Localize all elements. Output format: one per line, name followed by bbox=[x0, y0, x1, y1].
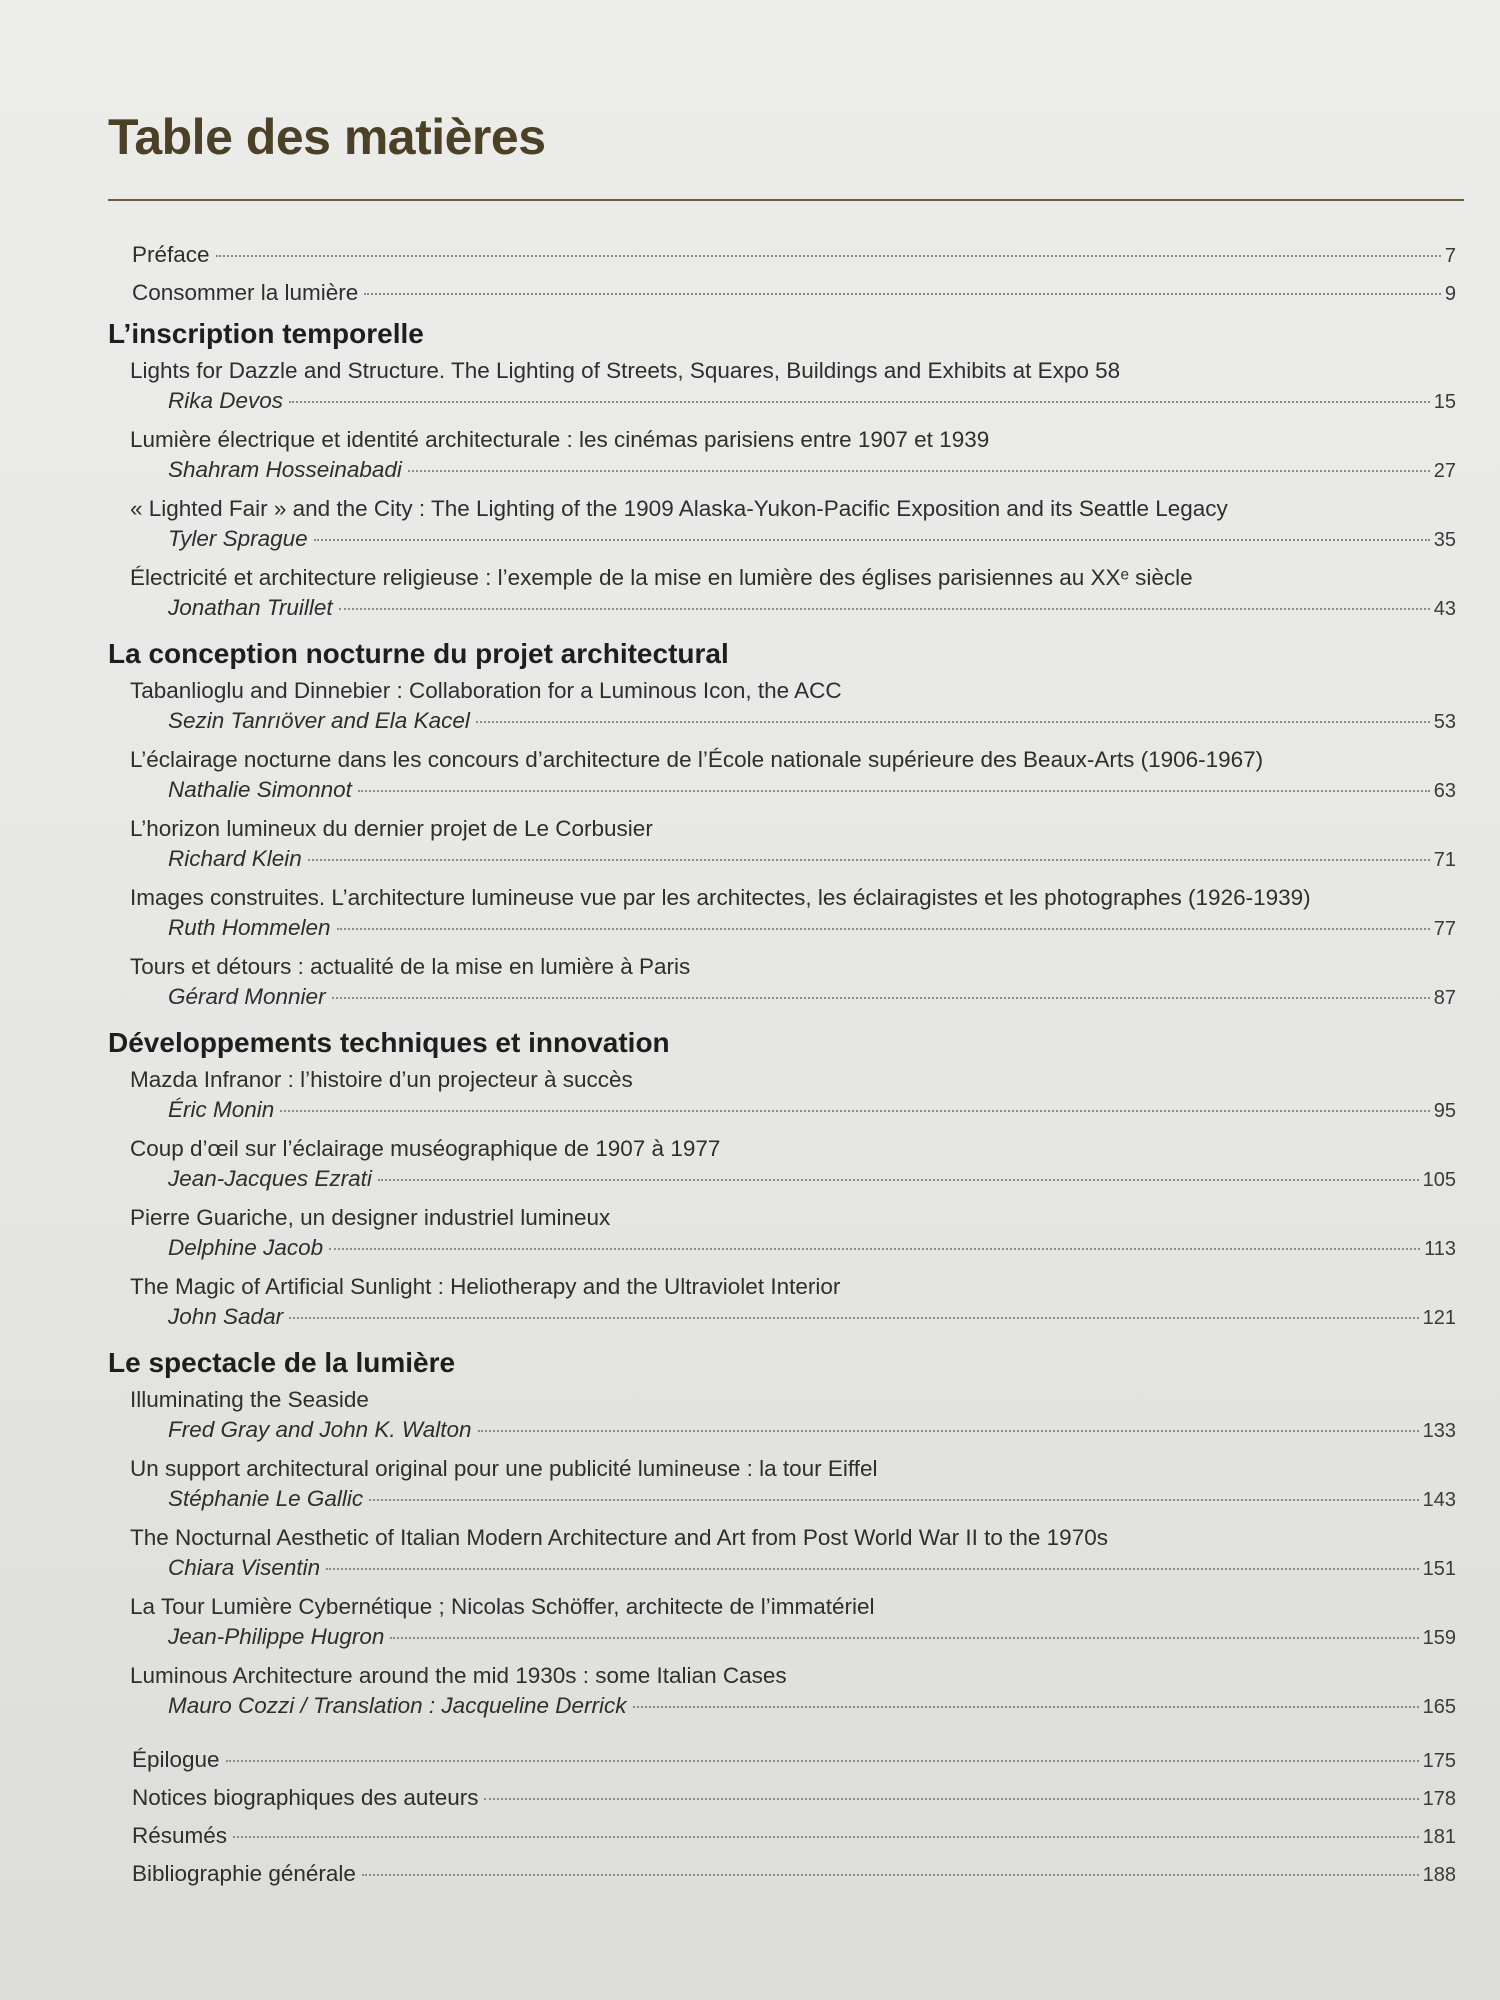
dot-leader bbox=[329, 1248, 1420, 1250]
toc-article bbox=[130, 676, 1456, 736]
article-title: L’éclairage nocturne dans les concours d’architecture de l’École nationale supérieure des Beaux-Arts (1906-1967) bbox=[130, 747, 1264, 772]
dot-leader bbox=[484, 1798, 1418, 1800]
toc-entry-line bbox=[168, 775, 1456, 805]
article-title: Lights for Dazzle and Structure. The Lighting of Streets, Squares, Buildings and Exhibits at Expo 58 bbox=[130, 358, 1121, 383]
table-of-contents bbox=[108, 236, 1456, 1893]
dot-leader bbox=[308, 859, 1430, 861]
article-title: Coup d’œil sur l’éclairage muséographique de 1907 à 1977 bbox=[130, 1136, 721, 1161]
entry-label: Richard Klein bbox=[168, 846, 302, 871]
article-title: L’horizon lumineux du dernier projet de Le Corbusier bbox=[130, 816, 653, 841]
dot-leader bbox=[633, 1706, 1419, 1708]
entry-label: Delphine Jacob bbox=[168, 1235, 324, 1260]
dot-leader bbox=[478, 1430, 1419, 1432]
toc-entry-line bbox=[132, 1855, 1456, 1893]
dot-leader bbox=[326, 1568, 1418, 1570]
entry-label: Bibliographie générale bbox=[132, 1861, 356, 1886]
dot-leader bbox=[332, 997, 1430, 999]
toc-article bbox=[130, 1523, 1456, 1583]
toc-entry-line bbox=[132, 1817, 1456, 1855]
dot-leader bbox=[289, 1317, 1419, 1319]
page-number: 178 bbox=[1422, 1788, 1456, 1810]
toc-entry-line bbox=[168, 1484, 1456, 1514]
toc-entry-line bbox=[168, 1622, 1456, 1652]
page-number: 87 bbox=[1433, 987, 1456, 1009]
page-number: 71 bbox=[1433, 849, 1456, 871]
article-title: Un support architectural original pour une publicité lumineuse : la tour Eiffel bbox=[130, 1456, 878, 1481]
dot-leader bbox=[408, 470, 1430, 472]
toc-article bbox=[130, 1454, 1456, 1514]
dot-leader bbox=[364, 293, 1441, 295]
entry-label: Chiara Visentin bbox=[168, 1555, 321, 1580]
entry-label: Jean-Jacques Ezrati bbox=[168, 1166, 372, 1191]
toc-article bbox=[130, 745, 1456, 805]
page-title: Table des matières bbox=[108, 109, 546, 165]
toc-article bbox=[130, 1134, 1456, 1194]
entry-label: Épilogue bbox=[132, 1747, 220, 1772]
section-heading: La conception nocturne du projet architectural bbox=[108, 638, 729, 669]
toc-article bbox=[130, 1661, 1456, 1721]
dot-leader bbox=[226, 1760, 1419, 1762]
page-number: 43 bbox=[1433, 598, 1456, 620]
article-title: La Tour Lumière Cybernétique ; Nicolas Schöffer, architecte de l’immatériel bbox=[130, 1594, 875, 1619]
toc-entry-line bbox=[168, 1233, 1456, 1263]
entry-label: Ruth Hommelen bbox=[168, 915, 331, 940]
toc-entry-line bbox=[168, 593, 1456, 623]
entry-label: Nathalie Simonnot bbox=[168, 777, 352, 802]
toc-article bbox=[130, 425, 1456, 485]
article-title: Tabanlioglu and Dinnebier : Collaboration for a Luminous Icon, the ACC bbox=[130, 678, 842, 703]
page-number: 159 bbox=[1422, 1627, 1456, 1649]
dot-leader bbox=[314, 539, 1430, 541]
entry-label: Tyler Sprague bbox=[168, 526, 308, 551]
entry-label: Résumés bbox=[132, 1823, 228, 1848]
entry-label: Notices biographiques des auteurs bbox=[132, 1785, 479, 1810]
page-number: 133 bbox=[1422, 1420, 1456, 1442]
entry-label: Jonathan Truillet bbox=[168, 595, 333, 620]
dot-leader bbox=[337, 928, 1430, 930]
toc-article bbox=[130, 356, 1456, 416]
toc-entry-line bbox=[168, 913, 1456, 943]
toc-entry-line bbox=[168, 524, 1456, 554]
dot-leader bbox=[339, 608, 1430, 610]
toc-article bbox=[130, 1065, 1456, 1125]
page-number: 188 bbox=[1422, 1864, 1456, 1886]
toc-entry-line bbox=[132, 1779, 1456, 1817]
toc-entry-line bbox=[168, 386, 1456, 416]
page-number: 105 bbox=[1422, 1169, 1456, 1191]
article-title: Luminous Architecture around the mid 1930s : some Italian Cases bbox=[130, 1663, 787, 1688]
article-title: « Lighted Fair » and the City : The Lighting of the 1909 Alaska-Yukon-Pacific Exposition and its Seattle Legacy bbox=[130, 496, 1228, 521]
article-title: Mazda Infranor : l’histoire d’un projecteur à succès bbox=[130, 1067, 633, 1092]
page-number: 15 bbox=[1433, 391, 1456, 413]
entry-label: Mauro Cozzi / Translation : Jacqueline Derrick bbox=[168, 1693, 627, 1718]
entry-label: Consommer la lumière bbox=[132, 280, 359, 305]
toc-article bbox=[130, 1272, 1456, 1332]
article-title: Illuminating the Seaside bbox=[130, 1387, 369, 1412]
section-heading: Développements techniques et innovation bbox=[108, 1027, 670, 1058]
page-number: 165 bbox=[1422, 1696, 1456, 1718]
dot-leader bbox=[233, 1836, 1419, 1838]
toc-entry-line bbox=[168, 1415, 1456, 1445]
toc-entry-line bbox=[132, 274, 1456, 312]
dot-leader bbox=[289, 401, 1430, 403]
title-rule bbox=[108, 199, 1464, 201]
article-title: Pierre Guariche, un designer industriel lumineux bbox=[130, 1205, 611, 1230]
toc-entry-line bbox=[132, 1741, 1456, 1779]
dot-leader bbox=[280, 1110, 1429, 1112]
toc-article bbox=[130, 814, 1456, 874]
toc-article bbox=[130, 494, 1456, 554]
dot-leader bbox=[358, 790, 1430, 792]
page-number: 151 bbox=[1422, 1558, 1456, 1580]
article-title: The Magic of Artificial Sunlight : Heliotherapy and the Ultraviolet Interior bbox=[130, 1274, 841, 1299]
page-number: 35 bbox=[1433, 529, 1456, 551]
page-number: 7 bbox=[1444, 245, 1456, 267]
toc-entry-line bbox=[168, 1164, 1456, 1194]
page-number: 53 bbox=[1433, 711, 1456, 733]
toc-article bbox=[130, 1385, 1456, 1445]
entry-label: Stéphanie Le Gallic bbox=[168, 1486, 364, 1511]
toc-entry-line bbox=[168, 844, 1456, 874]
page-number: 181 bbox=[1422, 1826, 1456, 1848]
toc-entry-line bbox=[168, 1553, 1456, 1583]
page-number: 175 bbox=[1422, 1750, 1456, 1772]
article-title: The Nocturnal Aesthetic of Italian Modern Architecture and Art from Post World War II to the 1970s bbox=[130, 1525, 1108, 1550]
entry-label: Jean-Philippe Hugron bbox=[168, 1624, 385, 1649]
toc-article bbox=[130, 883, 1456, 943]
dot-leader bbox=[378, 1179, 1419, 1181]
toc-entry-line bbox=[168, 982, 1456, 1012]
entry-label: Shahram Hosseinabadi bbox=[168, 457, 402, 482]
page-number: 77 bbox=[1433, 918, 1456, 940]
toc-article bbox=[130, 1592, 1456, 1652]
page-number: 95 bbox=[1433, 1100, 1456, 1122]
entry-label: Rika Devos bbox=[168, 388, 284, 413]
page-number: 9 bbox=[1444, 283, 1456, 305]
toc-entry-line bbox=[168, 1302, 1456, 1332]
back-matter bbox=[108, 1741, 1456, 1893]
toc-article bbox=[130, 952, 1456, 1012]
page-number: 63 bbox=[1433, 780, 1456, 802]
entry-label: Sezin Tanrıöver and Ela Kacel bbox=[168, 708, 470, 733]
toc-article bbox=[130, 1203, 1456, 1263]
dot-leader bbox=[216, 255, 1441, 257]
dot-leader bbox=[476, 721, 1430, 723]
entry-label: Éric Monin bbox=[168, 1097, 275, 1122]
dot-leader bbox=[390, 1637, 1418, 1639]
toc-entry-line bbox=[132, 236, 1456, 274]
dot-leader bbox=[362, 1874, 1419, 1876]
page-number: 143 bbox=[1422, 1489, 1456, 1511]
toc-entry-line bbox=[168, 1691, 1456, 1721]
entry-label: Gérard Monnier bbox=[168, 984, 326, 1009]
toc-entry-line bbox=[168, 455, 1456, 485]
page-number: 27 bbox=[1433, 460, 1456, 482]
article-title: Électricité et architecture religieuse : l’exemple de la mise en lumière des églises parisiennes au XXᵉ siècle bbox=[130, 565, 1193, 590]
dot-leader bbox=[369, 1499, 1418, 1501]
section-heading: L’inscription temporelle bbox=[108, 318, 424, 349]
article-title: Images construites. L’architecture lumineuse vue par les architectes, les éclairagistes et les photographes (1926-1939) bbox=[130, 885, 1311, 910]
entry-label: John Sadar bbox=[168, 1304, 284, 1329]
entry-label: Préface bbox=[132, 242, 210, 267]
page-number: 121 bbox=[1422, 1307, 1456, 1329]
toc-entry-line bbox=[168, 706, 1456, 736]
section-heading: Le spectacle de la lumière bbox=[108, 1347, 456, 1378]
article-title: Lumière électrique et identité architecturale : les cinémas parisiens entre 1907 et 1939 bbox=[130, 427, 990, 452]
page-number: 113 bbox=[1424, 1238, 1456, 1260]
article-title: Tours et détours : actualité de la mise en lumière à Paris bbox=[130, 954, 691, 979]
entry-label: Fred Gray and John K. Walton bbox=[168, 1417, 472, 1442]
toc-article bbox=[130, 563, 1456, 623]
toc-entry-line bbox=[168, 1095, 1456, 1125]
